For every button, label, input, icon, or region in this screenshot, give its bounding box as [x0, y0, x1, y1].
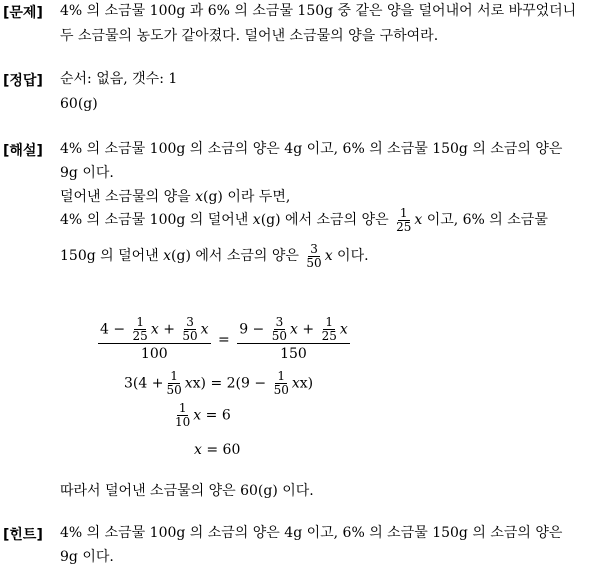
- solution-line-2: 9g 이다.: [60, 165, 114, 181]
- fraction-1-25: $\frac{1}{25}$: [396, 205, 412, 234]
- problem-line-2: 두 소금물의 농도가 같아졌다. 덜어낸 소금물의 양을 구하여라.: [60, 28, 439, 44]
- equation-row-2: 3(4 + $\frac{1}{50}$ xx) = 2(9 − $\frac{1}{50}$ xx): [124, 369, 314, 397]
- rhs-fraction: 9 − $\frac{3}{50}$ x + $\frac{1}{25}$ x 150: [239, 315, 348, 362]
- answer-line-1: 순서: 없음, 갯수: 1: [60, 71, 178, 87]
- solution-line-5: 150g 의 덜어낸 x(g) 에서 소금의 양은 $\frac{3}{50}$ x 이다.: [60, 241, 369, 270]
- solution-line-3: 덜어낸 소금물의 양을 x(g) 이라 두면,: [60, 189, 291, 205]
- hint-tag: [힌트]: [3, 527, 43, 543]
- solution-tag: [해설]: [3, 143, 43, 159]
- hint-line-2: 9g 이다.: [60, 549, 114, 565]
- equation-row-3: $\frac{1}{10}$ x = 6: [175, 401, 231, 429]
- equation-row-4: x = 60: [194, 442, 241, 458]
- fraction-3-50: $\frac{3}{50}$: [306, 241, 322, 270]
- lhs-fraction: 4 − $\frac{1}{25}$ x + $\frac{3}{50}$ x 100: [100, 315, 209, 362]
- problem-tag: [문제]: [3, 5, 43, 21]
- equation-row-1: 4 − $\frac{1}{25}$ x + $\frac{3}{50}$ x 100 = 9 − $\frac{3}{50}$ x + $\frac{1}{25}$ x 150: [100, 315, 348, 362]
- solution-conclusion: 따라서 덜어낸 소금물의 양은 60(g) 이다.: [60, 483, 314, 499]
- answer-tag: [정답]: [3, 73, 43, 89]
- solution-line-1: 4% 의 소금물 100g 의 소금의 양은 4g 이고, 6% 의 소금물 150g 의 소금의 양은: [60, 141, 563, 157]
- answer-line-2: 60(g): [60, 96, 98, 112]
- hint-line-1: 4% 의 소금물 100g 의 소금의 양은 4g 이고, 6% 의 소금물 150g 의 소금의 양은: [60, 525, 563, 541]
- solution-line-4: 4% 의 소금물 100g 의 덜어낸 x(g) 에서 소금의 양은 $\frac{1}{25}$ x 이고, 6% 의 소금물: [60, 205, 548, 234]
- problem-line-1: 4% 의 소금물 100g 과 6% 의 소금물 150g 중 같은 양을 덜어내어 서로 바꾸었더니: [60, 3, 577, 19]
